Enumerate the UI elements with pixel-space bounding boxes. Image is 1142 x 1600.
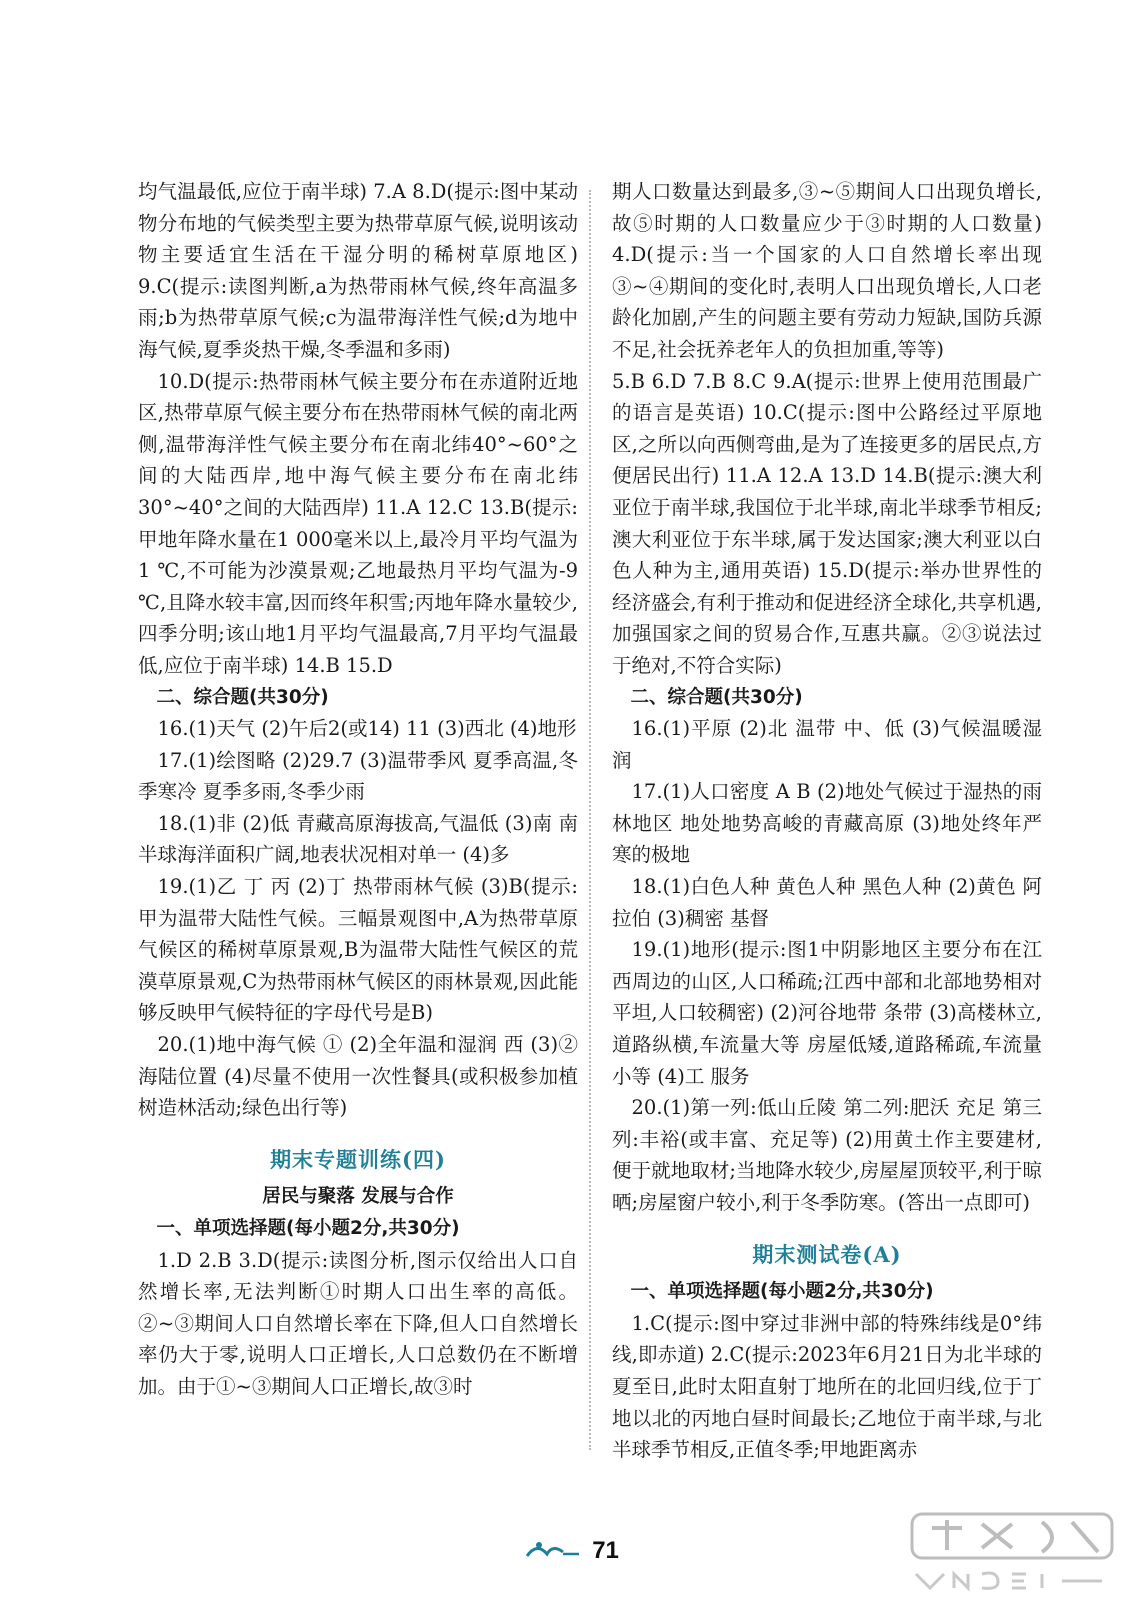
section-title: 期末测试卷(A) [752,1241,902,1267]
page-number: 71 [592,1537,619,1564]
answer-paragraph: 19.(1)地形(提示:图1中阴影地区主要分布在江西周边的山区,人口稀疏;江西中部和北部地势相对平坦,人口较稠密) (2)河谷地带 条带 (3)高楼林立,道路纵横,车流量大等 房屋低矮,道路稀疏,车流量小等 (4)工 服务 [612,938,1042,1088]
answer-paragraph: 5.B 6.D 7.B 8.C 9.A(提示:世界上使用范围最广的语言是英语) 10.C(提示:图中公路经过平原地区,之所以向西侧弯曲,是为了连接更多的居民点,方便居民出行) 11.A 12.A 13.D 14.B(提示:澳大利亚位于南半球,我国位于北半球,南北半球季节相反;澳大利亚位于东半球,属于发达国家;澳大利亚以白色人种为主,通用英语) 15.D(提示:举办世界性的经济盛会,有利于推动和促进经济全球化,共享机遇,加强国家之间的贸易合作,互惠共赢。②③说法过于绝对,不符合实际) [612,369,1042,677]
left-column [138,176,578,1403]
answer-paragraph: 16.(1)平原 (2)北 温带 中、低 (3)气候温暖湿润 [612,717,1042,772]
answer-paragraph: 1.D 2.B 3.D(提示:读图分析,图示仅给出人口自然增长率,无法判断①时期人口出生率的高低。②~③期间人口自然增长率在下降,但人口自然增长率仍大于零,说明人口正增长,人口总数仍在不断增加。由于①~③期间人口正增长,故③时 [138,1248,578,1398]
answer-paragraph: 期人口数量达到最多,③~⑤期间人口出现负增长,故⑤时期的人口数量应少于③时期的人口数量) 4.D(提示:当一个国家的人口自然增长率出现③~④期间的变化时,表明人口出现负增长,人口老龄化加剧,产生的问题主要有劳动力短缺,国防兵源不足,社会抚养老年人的负担加重,等等) [612,180,1042,361]
answer-paragraph: 20.(1)地中海气候 ① (2)全年温和湿润 西 (3)② 海陆位置 (4)尽量不使用一次性餐具(或积极参加植树造林活动;绿色出行等) [138,1033,578,1120]
right-column [612,176,1042,1466]
column-divider [589,190,591,1450]
answer-paragraph: 均气温最低,应位于南半球) 7.A 8.D(提示:图中某动物分布地的气候类型主要为热带草原气候,说明该动物主要适宜生活在干湿分明的稀树草原地区) 9.C(提示:读图判断,a为热带雨林气候,终年高温多雨;b为热带草原气候;c为温带海洋性气候;d为地中海气候,夏季炎热干燥,冬季温和多雨) [138,180,578,361]
answer-paragraph: 18.(1)非 (2)低 青藏高原海拔高,气温低 (3)南 南半球海洋面积广阔,地表状况相对单一 (4)多 [138,811,578,867]
question-group-heading: 一、单项选择题(每小题2分,共30分) [156,1218,460,1239]
answer-paragraph: 10.D(提示:热带雨林气候主要分布在赤道附近地区,热带草原气候主要分布在热带雨林气候的南北两侧,温带海洋性气候主要分布在南北纬40°~60°之间的大陆西岸,地中海气候主要分布在南北纬30°~40°之间的大陆西岸) 11.A 12.C 13.B(提示:甲地年降水量在1 000毫米以上,最冷月平均气温为1 ℃,不可能为沙漠景观;乙地最热月平均气温为-9 ℃,且降水较丰富,因而终年积雪;丙地年降水量较少,四季分明;该山地1月平均气温最高,7月平均气温最低,应位于南半球) 14.B 15.D [138,369,578,677]
question-group-heading: 一、单项选择题(每小题2分,共30分) [630,1281,934,1303]
answer-paragraph: 20.(1)第一列:低山丘陵 第二列:肥沃 充足 第三列:丰裕(或丰富、充足等) (2)用黄土作主要建材,便于就地取材;当地降水较少,房屋屋顶较平,利于晾晒;房屋窗户较小,利于冬季防寒。(答出一点即可) [612,1096,1042,1214]
answer-paragraph: 1.C(提示:图中穿过非洲中部的特殊纬线是0°纬线,即赤道) 2.C(提示:2023年6月21日为北半球的夏至日,此时太阳直射丁地所在的北回归线,位于丁地以北的丙地白昼时间最长;乙地位于南半球,与北半球季节相反,正值冬季;甲地距离赤 [612,1311,1042,1462]
question-group-heading: 二、综合题(共30分) [156,686,329,708]
book-logo-icon [523,1536,581,1566]
answer-paragraph: 17.(1)绘图略 (2)29.7 (3)温带季风 夏季高温,冬季寒冷 夏季多雨,冬季少雨 [138,748,578,804]
section-subtitle: 居民与聚落 发展与合作 [262,1186,454,1208]
answer-paragraph: 18.(1)白色人种 黄色人种 黑色人种 (2)黄色 阿拉伯 (3)稠密 基督 [612,875,1042,930]
answer-paragraph: 17.(1)人口密度 A B (2)地处气候过于湿热的雨林地区 地处地势高峻的青藏高原 (3)地处终年严寒的极地 [612,780,1042,867]
answer-paragraph: 19.(1)乙 丁 丙 (2)丁 热带雨林气候 (3)B(提示:甲为温带大陆性气候。三幅景观图中,A为热带草原气候区的稀树草原景观,B为温带大陆性气候区的荒漠草原景观,C为热带雨林气候区的雨林景观,因此能够反映甲气候特征的字母代号是B) [138,875,578,1025]
question-group-heading: 二、综合题(共30分) [630,686,803,708]
section-title: 期末专题训练(四) [270,1146,446,1172]
watermark-logo [902,1508,1122,1592]
answer-paragraph: 16.(1)天气 (2)午后2(或14) 11 (3)西北 (4)地形 [157,717,577,741]
